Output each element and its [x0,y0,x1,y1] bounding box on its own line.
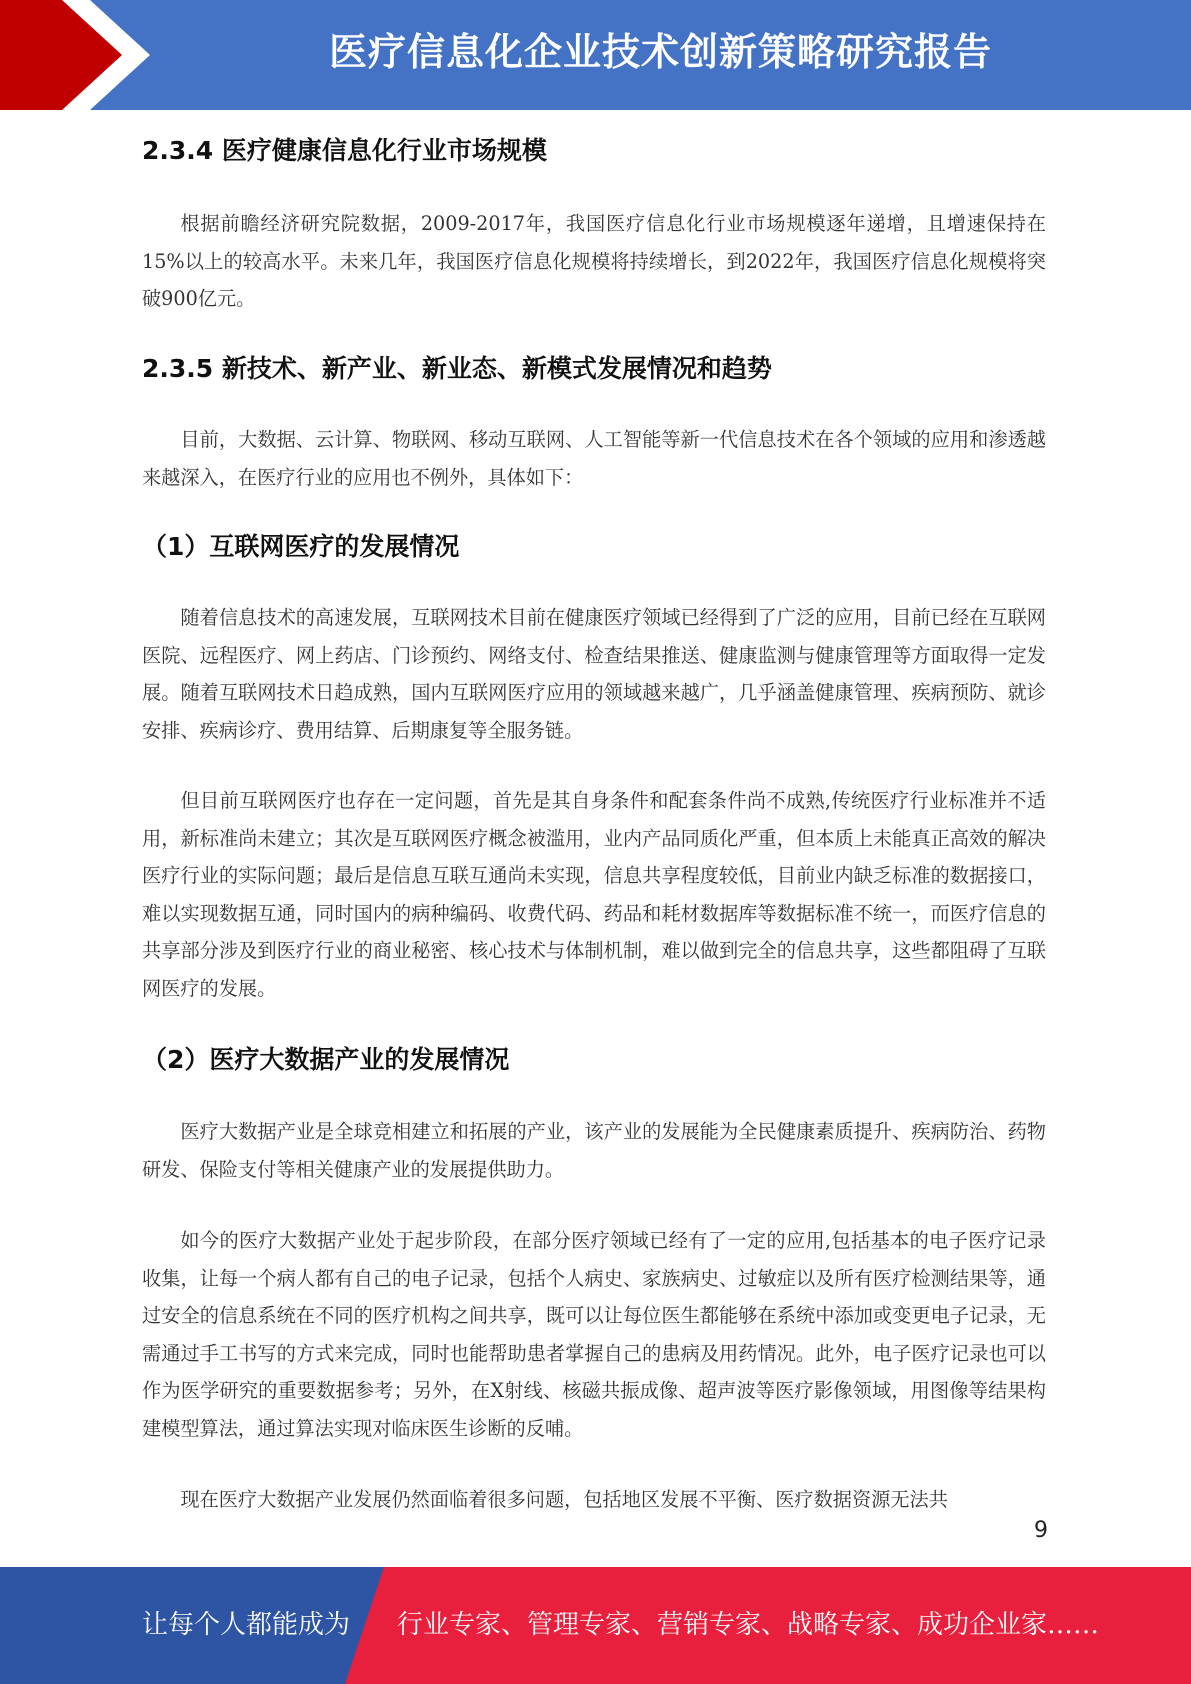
report-title: 医疗信息化企业技术创新策略研究报告 [328,30,992,74]
paragraph-internet-medical-1: 随着信息技术的高速发展，互联网技术目前在健康医疗领域已经得到了广泛的应用，目前已经在互联网医院、远程医疗、网上药店、门诊预约、网络支付、检查结果推送、健康监测与健康管理等方面取得一定发展。随着互联网技术日趋成熟，国内互联网医疗应用的领域越来越广，几乎涵盖健康管理、疾病预防、就诊安排、疾病诊疗、费用结算、后期康复等全服务链。 [142,606,1046,742]
paragraph-internet-medical-2: 但目前互联网医疗也存在一定问题，首先是其自身条件和配套条件尚不成熟,传统医疗行业标准并不适用，新标准尚未建立；其次是互联网医疗概念被滥用，业内产品同质化严重，但本质上未能真正高效的解决医疗行业的实际问题；最后是信息互联互通尚未实现，信息共享程度较低，目前业内缺乏标准的数据接口，难以实现数据互通，同时国内的病种编码、收费代码、药品和耗材数据库等数据标准不统一，而医疗信息的共享部分涉及到医疗行业的商业秘密、核心技术与体制机制，难以做到完全的信息共享，这些都阻碍了互联网医疗的发展。 [142,789,1046,1000]
header-arrow-icon [0,0,160,110]
subheading-internet-medical: （1）互联网医疗的发展情况 [142,532,460,561]
paragraph-big-data-2: 如今的医疗大数据产业处于起步阶段，在部分医疗领域已经有了一定的应用,包括基本的电子医疗记录收集，让每一个病人都有自己的电子记录，包括个人病史、家族病史、过敏症以及所有医疗检测结果等，通过安全的信息系统在不同的医疗机构之间共享，既可以让每位医生都能够在系统中添加或变更电子记录，无需通过手工书写的方式来完成，同时也能帮助患者掌握自己的患病及用药情况。此外，电子医疗记录也可以作为医学研究的重要数据参考；另外，在X射线、核磁共振成像、超声波等医疗影像领域，用图像等结果构建模型算法，通过算法实现对临床医生诊断的反哺。 [142,1229,1046,1440]
footer-slogan-right: 行业专家、管理专家、营销专家、战略专家、成功企业家…… [397,1610,1100,1640]
paragraph-new-tech-intro: 目前，大数据、云计算、物联网、移动互联网、人工智能等新一代信息技术在各个领域的应用和渗透越来越深入，在医疗行业的应用也不例外，具体如下： [142,428,1046,489]
subheading-medical-big-data: （2）医疗大数据产业的发展情况 [142,1045,510,1074]
report-header-band [0,0,1191,110]
section-heading-2-3-5: 2.3.5 新技术、新产业、新业态、新模式发展情况和趋势 [142,354,772,383]
paragraph-market-size: 根据前瞻经济研究院数据，2009-2017年，我国医疗信息化行业市场规模逐年递增，且增速保持在15%以上的较高水平。未来几年，我国医疗信息化规模将持续增长，到2022年，我国医疗信息化规模将突破900亿元。 [142,212,1046,310]
page-number: 9 [1034,1518,1048,1543]
section-heading-2-3-4: 2.3.4 医疗健康信息化行业市场规模 [142,136,547,165]
paragraph-big-data-3: 现在医疗大数据产业发展仍然面临着很多问题，包括地区发展不平衡、医疗数据资源无法共 [180,1488,948,1511]
footer-slogan-left: 让每个人都能成为 [142,1610,351,1640]
footer-banner [0,1567,1191,1684]
paragraph-big-data-1: 医疗大数据产业是全球竞相建立和拓展的产业，该产业的发展能为全民健康素质提升、疾病防治、药物研发、保险支付等相关健康产业的发展提供助力。 [142,1120,1046,1181]
